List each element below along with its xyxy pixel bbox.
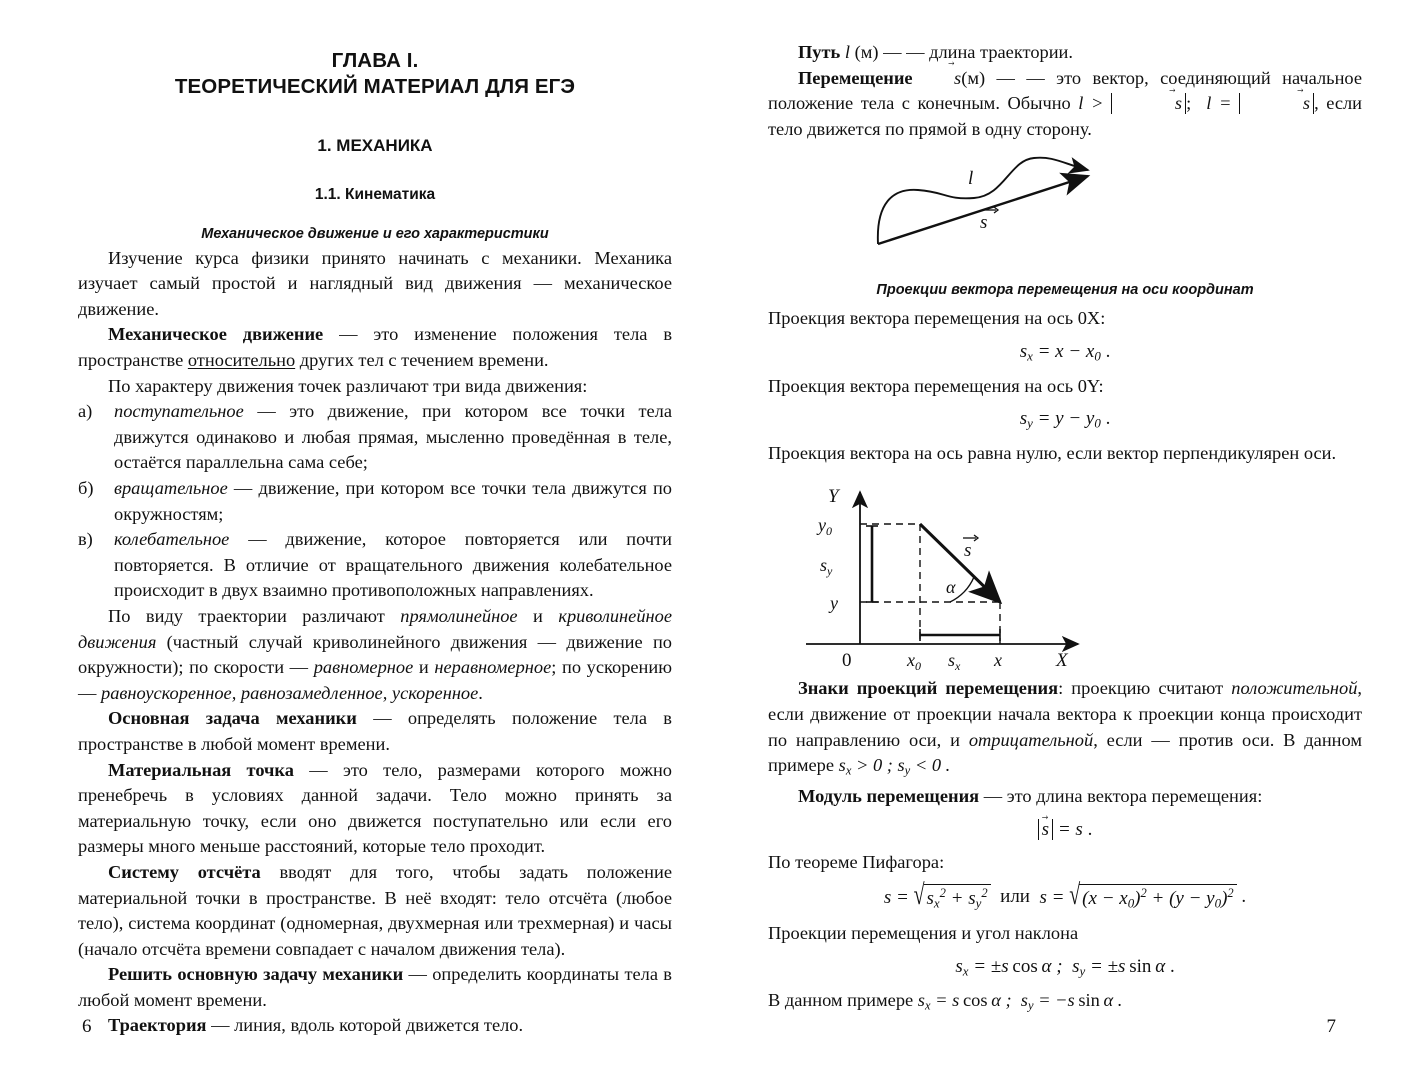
- section-title: 1. МЕХАНИКА: [317, 135, 433, 155]
- term-trajectory-rest: — линия, вдоль которой движется тело.: [206, 1015, 524, 1036]
- p4-i5: равноускоренное, равнозамедленное, ускоренное: [101, 682, 479, 703]
- signs-c: , если — против оси. В данном примере: [768, 729, 1362, 776]
- list-term: колебательное: [114, 529, 230, 550]
- label-l: l: [968, 168, 974, 190]
- figure-trajectory: [768, 148, 1362, 256]
- unit-path: (м): [854, 42, 879, 62]
- example-line: [768, 988, 1362, 1019]
- paragraph-mechanical-motion: [78, 322, 672, 373]
- equation-module: s → = s .: [768, 819, 1362, 841]
- label-sx: $s_x$: [948, 650, 961, 673]
- label-vector-s: s: [964, 540, 972, 562]
- label-x0: $x_0$: [907, 650, 921, 673]
- term-mechanical-motion: Механическое движение: [108, 324, 324, 345]
- label-x: x: [994, 650, 1002, 671]
- term-mechanical-motion-text-b: других тел с течением времени.: [295, 350, 549, 371]
- pythagoras-or: или: [1000, 886, 1030, 908]
- paragraph-main-task: [78, 706, 672, 757]
- list-marker: в): [78, 529, 93, 550]
- list-marker: б): [78, 478, 94, 498]
- projection-x-lead: Проекция вектора перемещения на ось 0X:: [768, 308, 1106, 329]
- list-term: вращательное: [114, 478, 228, 498]
- paragraph-intro: Изучение курса физики принято начинать с механики. Механика изучает самый простой и наглядный вид движения — механическое движение.: [78, 247, 672, 319]
- term-material-point: Материальная точка: [108, 759, 294, 780]
- paragraph-path: Путь l (м) — — длина траектории.: [798, 42, 1074, 62]
- unit-displacement: (м): [961, 67, 986, 88]
- projection-y-lead: Проекция вектора перемещения на ось 0Y:: [768, 375, 1104, 396]
- equation-projections-angle: $s_x = \pm s$ cos α ; $s_y = \pm s$ sin α .: [955, 955, 1175, 979]
- displacement-definition-b: , если тело движется по прямой в одну сторону.: [768, 93, 1362, 139]
- vector-s: [920, 524, 1000, 602]
- chapter-title: [78, 48, 672, 100]
- list-item: [78, 527, 672, 604]
- list-term: поступательное: [114, 401, 244, 422]
- list-text: [114, 476, 672, 527]
- page-number-right: 7: [1326, 1016, 1336, 1037]
- projection-zero-note: Проекция вектора на ось равна нулю, если вектор перпендикулярен оси.: [768, 442, 1337, 463]
- symbol-displacement-vector: s →: [924, 66, 961, 92]
- subsection-title: 1.1. Кинематика: [314, 185, 436, 203]
- equation-projection-x: $s_x = x - x_0$ .: [1019, 340, 1111, 364]
- term-reference-frame: Систему отсчёта: [108, 861, 261, 882]
- underlined-relative: относительно: [187, 350, 296, 371]
- term-module-rest: — это длина вектора перемещения:: [979, 786, 1263, 807]
- term-reference-frame-rest: вводят для того, чтобы задать положение материальной точки в пространстве. В неё входят: тело отсчёта (любое тело), система координат (одномерная, двухмерная или трехмерная) и часы (начало отсчёта времени совпадает с началом движения тела).: [78, 861, 672, 959]
- label-axis-y: Y: [828, 486, 839, 508]
- term-trajectory: Траектория: [108, 1015, 207, 1036]
- list-marker: а): [78, 401, 93, 422]
- p4-c: (частный случай криволинейного движения — движение по окружности); по скорости —: [78, 631, 672, 678]
- topic-title: Механическое движение и его характеристики: [201, 225, 549, 242]
- term-solve-main-task-rest: — определить координаты тела в любой момент времени.: [78, 964, 672, 1010]
- list-text: [114, 399, 672, 476]
- term-main-task: Основная задача механики: [108, 708, 357, 729]
- signs-i1: положительной: [1231, 678, 1358, 699]
- figure-axes: [768, 476, 1362, 672]
- label-alpha: α: [946, 577, 956, 598]
- p4-i4: неравномерное: [434, 657, 552, 678]
- paragraph-module: [768, 784, 1362, 810]
- motion-kinds-list: [78, 399, 672, 604]
- term-solve-main-task: Решить основную задачу механики: [108, 964, 404, 985]
- paragraph-reference-frame: [78, 860, 672, 962]
- list-text: [114, 527, 672, 604]
- p4-e: ; по ускорению —: [78, 657, 672, 703]
- term-main-task-rest: — определять положение тела в пространстве в любой момент времени.: [78, 708, 672, 754]
- chapter-title-line2: ТЕОРЕТИЧЕСКИЙ МАТЕРИАЛ ДЛЯ ЕГЭ: [174, 74, 576, 98]
- signs-i2: отрицательной: [968, 729, 1094, 750]
- paragraph-trajectory: [78, 1013, 672, 1039]
- axes-svg: [768, 476, 1358, 672]
- projections-title: Проекции вектора перемещения на оси координат: [876, 282, 1254, 299]
- signs-inequalities: $s_x > 0$ ; $s_y < 0$ .: [838, 755, 951, 778]
- equality-l-eq-s: l = s →: [1206, 93, 1314, 113]
- list-item: [78, 399, 672, 476]
- list-item: [78, 476, 672, 527]
- paragraph-displacement: Перемещение s →(м) — — это вектор, соединяющий начальное положение тела с конечным. Обычно l > s → ; l = s → , если тело движется по прямой в одну сторону.: [768, 66, 1362, 143]
- p4-a: По виду траектории различают: [108, 605, 401, 626]
- p4-i3: равномерное: [313, 657, 414, 678]
- equation-projection-y: $s_y = y - y_0$ .: [1019, 408, 1111, 431]
- projections-angle-lead: Проекции перемещения и угол наклона: [768, 922, 1079, 943]
- p4-b: и: [517, 605, 559, 626]
- signs-a: : проекцию считают: [1058, 678, 1232, 699]
- term-material-point-rest: — это тело, размерами которого можно пренебречь в условиях данной задачи. Тело можно принять за материальную точку, если оно движется поступательно или если его размеры много меньше расстояний, которые тело проходит.: [78, 759, 673, 857]
- list-rest: — движение, при котором все точки тела движутся по окружностям;: [114, 478, 672, 524]
- signs-b: , если движение от проекции начала вектора к проекции конца происходит по направлению оси, и: [768, 678, 1362, 750]
- chapter-title-line1: ГЛАВА I.: [331, 49, 419, 72]
- inequality-l-gt-s: l > s →: [1078, 93, 1186, 113]
- displacement-definition-a: — это вектор, соединяющий начальное положение тела с конечным. Обычно: [768, 67, 1362, 114]
- label-s: s: [980, 212, 988, 234]
- paragraph-trajectory-kinds: [78, 604, 672, 706]
- label-y: y: [830, 593, 838, 614]
- term-displacement: Перемещение: [798, 67, 913, 88]
- term-signs: Знаки проекций перемещения: [798, 678, 1059, 699]
- semicolon: ;: [1186, 93, 1192, 114]
- term-path: Путь: [798, 42, 841, 62]
- label-sy: $s_y$: [820, 555, 833, 579]
- trajectory-svg: [768, 148, 1358, 256]
- p4-i1: прямолинейное: [400, 605, 518, 626]
- label-origin: 0: [842, 650, 852, 672]
- example-formulas: $s_x = s$ cos α ; $s_y = -s$ sin α .: [917, 990, 1123, 1013]
- label-axis-x: X: [1056, 650, 1068, 672]
- list-rest: — это движение, при котором все точки тела движутся одинаково и любая прямая, мысленно проведённая в теле, остаётся параллельна сама себе;: [114, 401, 672, 473]
- p4-d: и: [413, 657, 435, 678]
- pythagoras-lead: По теореме Пифагора:: [768, 851, 945, 872]
- example-lead: В данном примере: [768, 990, 914, 1011]
- path-definition: — длина траектории.: [906, 42, 1074, 62]
- paragraph-solve-main-task: [78, 962, 672, 1013]
- term-mechanical-motion-text-a: — это изменение положения тела в пространстве: [78, 324, 673, 371]
- p4-i2: криволинейное движения: [78, 605, 672, 652]
- label-y0: $y_0$: [818, 515, 832, 539]
- equation-pythagoras: s = √ $s_x^2 + s_y^2$ или s = √ $(x - x_0)^2 + (y - y_0)^2$ .: [883, 879, 1247, 912]
- page-number-left: 6: [82, 1016, 92, 1037]
- symbol-path-l: l: [844, 42, 850, 62]
- list-rest: — движение, которое повторяется или почти повторяется. В отличие от вращательного движения колебательное происходит в двух взаимно противоположных направлениях.: [114, 529, 672, 601]
- paragraph-material-point: [78, 758, 672, 860]
- p4-f: .: [478, 682, 483, 703]
- right-page: [712, 0, 1424, 1080]
- paragraph-signs: [768, 676, 1362, 784]
- paragraph-three-kinds: По характеру движения точек различают три вида движения:: [108, 375, 588, 396]
- term-module: Модуль перемещения: [798, 786, 980, 807]
